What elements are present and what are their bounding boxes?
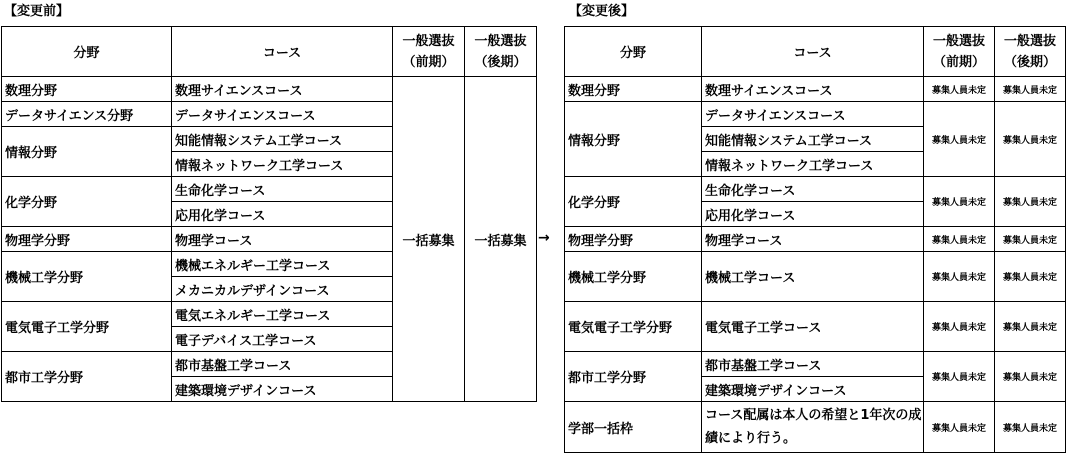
early-recruitment-cell: 一括募集 (393, 77, 465, 402)
table-row (2, 77, 537, 102)
field-cell: 電気電子工学分野 (2, 302, 172, 352)
early-tbd-cell: 募集人員未定 (924, 252, 995, 302)
field-cell: 数理分野 (2, 77, 172, 102)
course-cell: 応用化学コース (702, 202, 924, 227)
late-tbd-cell: 募集人員未定 (995, 102, 1066, 177)
early-tbd-cell: 募集人員未定 (924, 227, 995, 252)
table-row (565, 352, 1066, 377)
after-title: 【変更後】 (569, 4, 635, 19)
late-tbd-cell: 募集人員未定 (995, 352, 1066, 402)
table-row (565, 77, 1066, 102)
course-cell: 電子デバイス工学コース (172, 327, 393, 352)
late-tbd-cell: 募集人員未定 (995, 77, 1066, 102)
field-cell: 数理分野 (565, 77, 702, 102)
table-row (565, 27, 1066, 77)
header-field: 分野 (565, 27, 702, 77)
field-cell: 物理学分野 (2, 227, 172, 252)
course-cell: 電気電子工学コース (702, 302, 924, 352)
late-tbd-cell: 募集人員未定 (995, 402, 1066, 453)
course-cell: 数理サイエンスコース (172, 77, 393, 102)
early-tbd-cell: 募集人員未定 (924, 77, 995, 102)
course-cell: 情報ネットワーク工学コース (702, 152, 924, 177)
field-cell: 学部一括枠 (565, 402, 702, 453)
early-tbd-cell: 募集人員未定 (924, 402, 995, 453)
field-cell: 都市工学分野 (2, 352, 172, 402)
field-cell: 情報分野 (565, 102, 702, 177)
table-row (565, 177, 1066, 202)
table-row (565, 252, 1066, 302)
before-table (1, 26, 537, 402)
course-cell: 生命化学コース (702, 177, 924, 202)
change-arrow: → (538, 230, 550, 246)
course-cell: 生命化学コース (172, 177, 393, 202)
course-cell: データサイエンスコース (172, 102, 393, 127)
late-recruitment-cell: 一括募集 (465, 77, 537, 402)
course-note-cell: コース配属は本人の希望と1年次の成績により行う。 (702, 402, 924, 453)
table-row (565, 102, 1066, 127)
field-cell: 化学分野 (2, 177, 172, 227)
after-table (564, 26, 1066, 453)
field-cell: 機械工学分野 (2, 252, 172, 302)
early-tbd-cell: 募集人員未定 (924, 102, 995, 177)
course-cell: 機械エネルギー工学コース (172, 252, 393, 277)
course-cell: 応用化学コース (172, 202, 393, 227)
course-cell: 物理学コース (702, 227, 924, 252)
course-cell: 機械工学コース (702, 252, 924, 302)
header-general-early: 一般選抜 （前期） (924, 27, 995, 77)
field-cell: 都市工学分野 (565, 352, 702, 402)
field-cell: 情報分野 (2, 127, 172, 177)
header-field: 分野 (2, 27, 172, 77)
header-general-late: 一般選抜 （後期） (465, 27, 537, 77)
field-cell: 機械工学分野 (565, 252, 702, 302)
field-cell: 物理学分野 (565, 227, 702, 252)
table-row (2, 27, 537, 77)
late-tbd-cell: 募集人員未定 (995, 302, 1066, 352)
course-cell: 都市基盤工学コース (172, 352, 393, 377)
before-title: 【変更前】 (4, 4, 70, 19)
late-tbd-cell: 募集人員未定 (995, 252, 1066, 302)
late-tbd-cell: 募集人員未定 (995, 177, 1066, 227)
course-cell: メカニカルデザインコース (172, 277, 393, 302)
course-cell: 物理学コース (172, 227, 393, 252)
header-course: コース (172, 27, 393, 77)
course-cell: 都市基盤工学コース (702, 352, 924, 377)
course-cell: 電気エネルギー工学コース (172, 302, 393, 327)
early-tbd-cell: 募集人員未定 (924, 177, 995, 227)
header-course: コース (702, 27, 924, 77)
early-tbd-cell: 募集人員未定 (924, 302, 995, 352)
course-cell: 情報ネットワーク工学コース (172, 152, 393, 177)
course-cell: 知能情報システム工学コース (702, 127, 924, 152)
course-cell: 知能情報システム工学コース (172, 127, 393, 152)
header-general-early: 一般選抜 （前期） (393, 27, 465, 77)
late-tbd-cell: 募集人員未定 (995, 227, 1066, 252)
course-cell: 建築環境デザインコース (172, 377, 393, 402)
field-cell: データサイエンス分野 (2, 102, 172, 127)
course-cell: データサイエンスコース (702, 102, 924, 127)
field-cell: 電気電子工学分野 (565, 302, 702, 352)
early-tbd-cell: 募集人員未定 (924, 352, 995, 402)
table-row (565, 302, 1066, 352)
course-cell: 建築環境デザインコース (702, 377, 924, 402)
table-row (565, 227, 1066, 252)
table-row (565, 402, 1066, 453)
field-cell: 化学分野 (565, 177, 702, 227)
course-cell: 数理サイエンスコース (702, 77, 924, 102)
header-general-late: 一般選抜 （後期） (995, 27, 1066, 77)
